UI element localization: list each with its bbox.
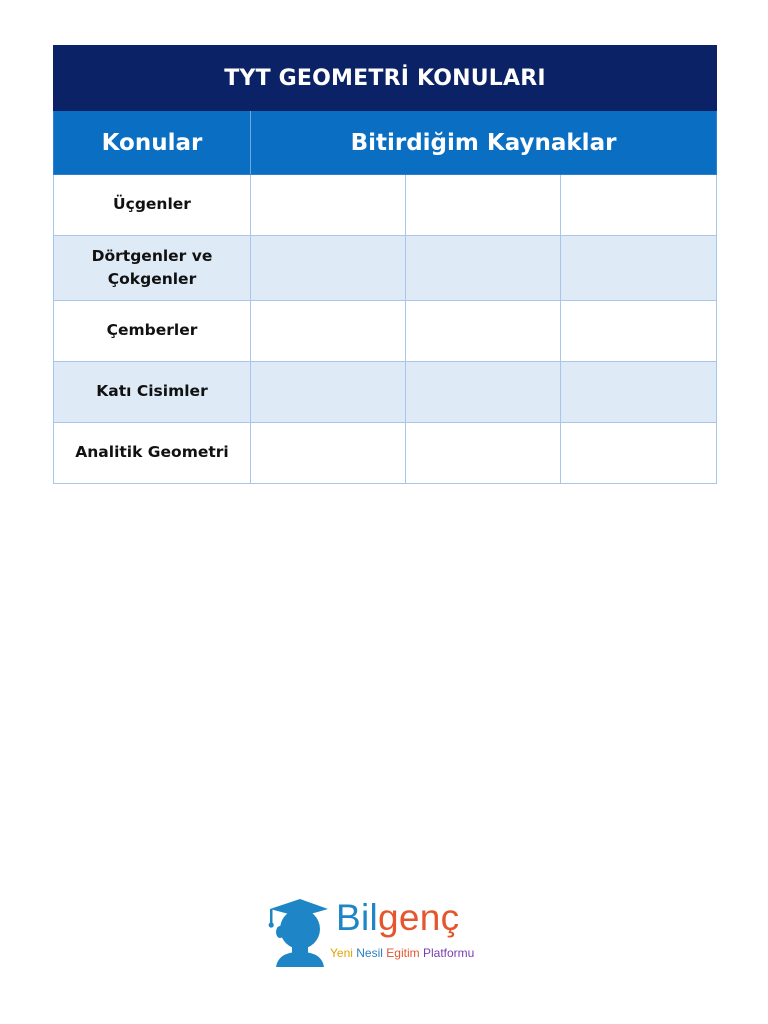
- source-slot-3[interactable]: [561, 175, 717, 236]
- topic-cell: [54, 362, 251, 423]
- table-row: [54, 236, 717, 301]
- source-slot-3[interactable]: [561, 236, 717, 301]
- tagline-word: Egitim: [386, 946, 420, 960]
- brand-tagline: [330, 946, 474, 960]
- topic-label: Çemberler: [106, 321, 198, 340]
- brand-accent: genç: [378, 897, 460, 938]
- topic-label-line2: Çokgenler: [107, 270, 197, 288]
- header-row: [54, 111, 717, 175]
- source-slot-1[interactable]: [251, 423, 406, 484]
- topic-label: Katı Cisimler: [96, 382, 208, 401]
- tagline-word: Nesil: [356, 946, 383, 960]
- table-row: [54, 175, 717, 236]
- topic-label: Analitik Geometri: [75, 443, 229, 462]
- table-row: [54, 362, 717, 423]
- tagline-word: Yeni: [330, 946, 353, 960]
- source-slot-1[interactable]: [251, 175, 406, 236]
- table-row: [54, 301, 717, 362]
- topic-cell: [54, 301, 251, 362]
- topic-cell: [54, 236, 251, 301]
- source-slot-3[interactable]: [561, 423, 717, 484]
- header-finished-sources: Bitirdiğim Kaynaklar: [251, 111, 717, 175]
- table-title: TYT GEOMETRİ KONULARI: [54, 46, 717, 111]
- brand-name: [336, 897, 459, 939]
- source-slot-1[interactable]: [251, 301, 406, 362]
- title-row: [54, 46, 717, 111]
- bilgenc-logo: [266, 895, 506, 975]
- source-slot-2[interactable]: [406, 362, 561, 423]
- tagline-word: Platformu: [422, 946, 475, 960]
- source-slot-2[interactable]: [406, 175, 561, 236]
- brand-main: Bil: [336, 897, 379, 938]
- graduate-head-icon: [266, 895, 330, 967]
- source-slot-2[interactable]: [406, 236, 561, 301]
- topic-cell: [54, 175, 251, 236]
- topic-tracker-sheet: [53, 45, 716, 484]
- topic-label-line1: Dörtgenler ve: [91, 246, 213, 265]
- geometry-topics-table: [53, 45, 717, 484]
- source-slot-2[interactable]: [406, 423, 561, 484]
- table-row: [54, 423, 717, 484]
- source-slot-3[interactable]: [561, 362, 717, 423]
- source-slot-1[interactable]: [251, 362, 406, 423]
- source-slot-1[interactable]: [251, 236, 406, 301]
- source-slot-2[interactable]: [406, 301, 561, 362]
- header-topics: Konular: [54, 111, 251, 175]
- topic-label: Üçgenler: [113, 195, 191, 214]
- topic-cell: [54, 423, 251, 484]
- source-slot-3[interactable]: [561, 301, 717, 362]
